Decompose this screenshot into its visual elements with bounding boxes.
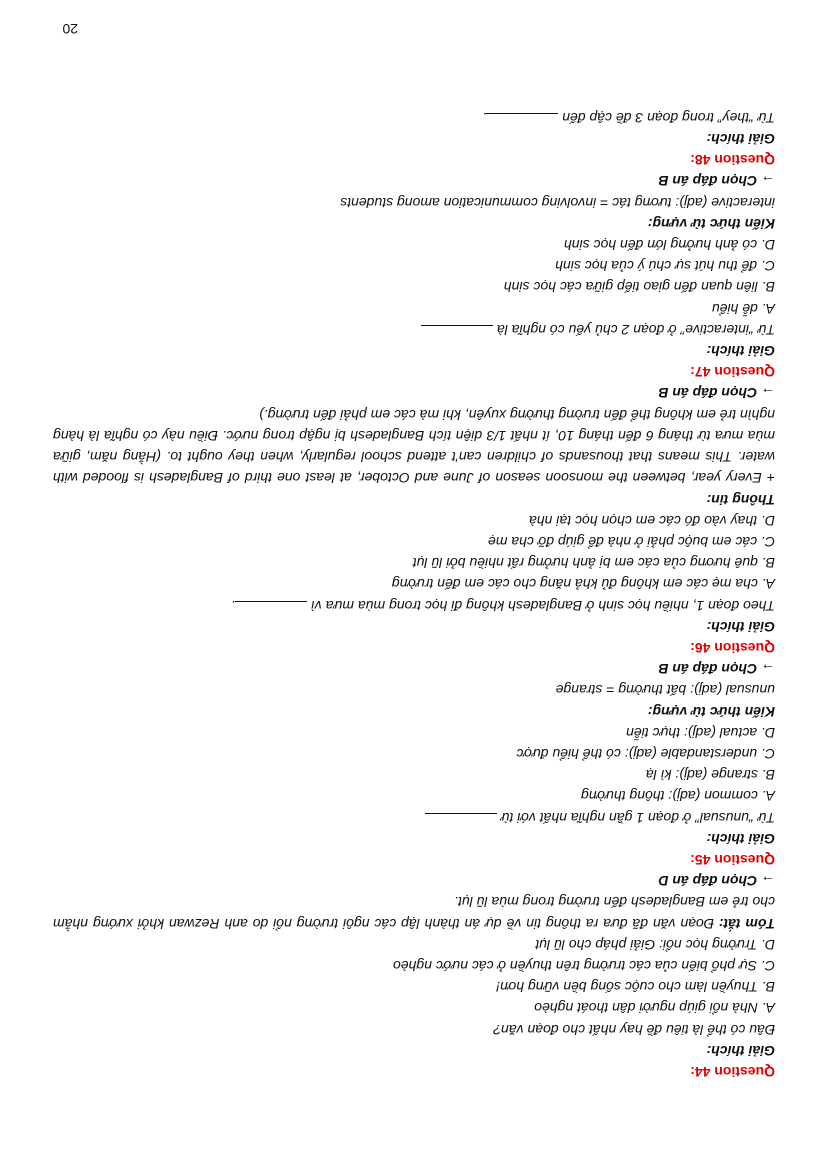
option-a: A. Nhà nổi giúp người dân thoát nghèo [534, 1000, 775, 1017]
option-c: C. các em buộc phải ở nhà để giúp đỡ cha mẹ [488, 533, 775, 550]
question-prompt [53, 594, 775, 615]
explanation-label: Giải thích: [706, 618, 775, 635]
explanation-label: Giải thích: [706, 830, 775, 847]
option-b: B. strange (adj): kì lạ [645, 767, 775, 784]
question-heading: Question 46: [690, 639, 775, 656]
answer-text: Chọn đáp án D [658, 873, 761, 890]
info-text: + Every year, between the monsoon season of June and October, at least one third of Bangladesh is flooded with water. This means that thousands of children can’t attend school regularly, when they ought to. (Hằng năm, giữa mùa mưa từ tháng 6 đến tháng 10, ít nhất 1/3 diện tích Bangladesh bị ngập trong nước. Điều này có nghĩa là hàng nghìn trẻ em không thể đến trường thường xuyên, khi mà các em phải đến trường.) [53, 406, 775, 487]
answer-blank [486, 113, 558, 124]
prompt-text: Từ “interactive” ở đoạn 2 chủ yếu có nghĩa là [496, 321, 775, 338]
answer-text: Chọn đáp án B [658, 385, 761, 402]
question-47 [53, 170, 775, 382]
question-prompt [53, 806, 775, 827]
question-44 [53, 870, 775, 1082]
arrow-icon: → [761, 873, 775, 890]
question-46 [53, 382, 775, 658]
answer-line [53, 170, 775, 191]
question-heading: Question 44: [690, 1064, 775, 1080]
answer-text: Chọn đáp án B [658, 173, 761, 190]
prompt-text: Từ “they” trong đoạn 3 đề cập đến [562, 109, 775, 126]
vocab-text: interactive (adj): tương tác = involving communication among students [340, 194, 775, 211]
answer-blank [235, 601, 307, 612]
vocab-text: unusual (adj): bất thường = strange [555, 682, 775, 699]
answer-explanations [53, 107, 775, 1082]
page-number: 20 [62, 21, 78, 37]
answer-line [53, 870, 775, 891]
prompt-text: Theo đoạn 1, nhiều học sinh ở Bangladesh không đi học trong mùa mưa vì [310, 597, 775, 614]
question-heading: Question 45: [690, 851, 775, 868]
question-heading: Question 48: [690, 152, 775, 169]
question-prompt [53, 107, 775, 128]
option-a: A. cha mẹ các em không đủ khả năng cho các em đến trường [391, 576, 775, 593]
prompt-end: . [482, 109, 487, 126]
explanation-label: Giải thích: [706, 343, 775, 360]
option-b: B. Thuyền làm cho cuộc sống bền vững hơn! [496, 979, 775, 996]
option-c: C. understandable (adj): có thể hiểu được [516, 745, 775, 762]
question-prompt [53, 319, 775, 340]
option-c: C. để thu hút sự chú ý của học sinh [555, 258, 775, 275]
question-45 [53, 658, 775, 870]
summary-text: Đoạn văn đã đưa ra thông tin về dự án thành lập các ngôi trường nổi do anh Rezwan khởi xướng nhằm cho trẻ em Bangladesh đến trường trong mùa lũ lụt. [53, 894, 775, 932]
question-heading: Question 47: [690, 364, 775, 381]
answer-line [53, 658, 775, 679]
answer-text: Chọn đáp án B [658, 661, 761, 678]
vocab-label: Kiến thức từ vựng: [647, 215, 775, 232]
question-prompt: Đâu có thể là tiêu đề hay nhất cho đoạn văn? [493, 1021, 775, 1038]
option-b: B. liên quan đến giao tiếp giữa các học sinh [503, 279, 775, 296]
answer-line [53, 382, 775, 403]
question-48 [53, 107, 775, 171]
option-b: B. quê hương của các em bị ảnh hưởng rất nhiều bởi lũ lụt [412, 555, 775, 572]
summary-label: Tóm tắt: [718, 915, 775, 932]
option-d: D. có ảnh hưởng lớn đến học sinh [563, 237, 775, 254]
option-d: D. actual (adj): thực tiễn [626, 724, 775, 741]
option-d: D. thay vào đó các em chọn học tại nhà [529, 512, 775, 529]
option-c: C. Sự phổ biến của các trường trên thuyền ở các nước nghèo [393, 957, 775, 974]
info-label: Thông tin: [706, 491, 775, 508]
arrow-icon: → [761, 661, 775, 678]
explanation-label: Giải thích: [706, 131, 775, 148]
answer-blank [425, 813, 497, 824]
summary [53, 891, 775, 933]
arrow-icon: → [761, 385, 775, 402]
answer-blank [421, 325, 493, 336]
arrow-icon: → [761, 173, 775, 190]
prompt-text: Từ “unusual” ở đoạn 1 gần nghĩa nhất với từ [500, 809, 775, 826]
option-a: A. common (adj): thông thường [581, 788, 775, 805]
option-a: A. dễ hiểu [711, 300, 775, 317]
prompt-end: . [231, 597, 235, 614]
explanation-label: Giải thích: [706, 1042, 775, 1059]
option-d: D. Trường học nổi: Giải pháp cho lũ lụt [535, 936, 775, 953]
vocab-label: Kiến thức từ vựng: [647, 703, 775, 720]
